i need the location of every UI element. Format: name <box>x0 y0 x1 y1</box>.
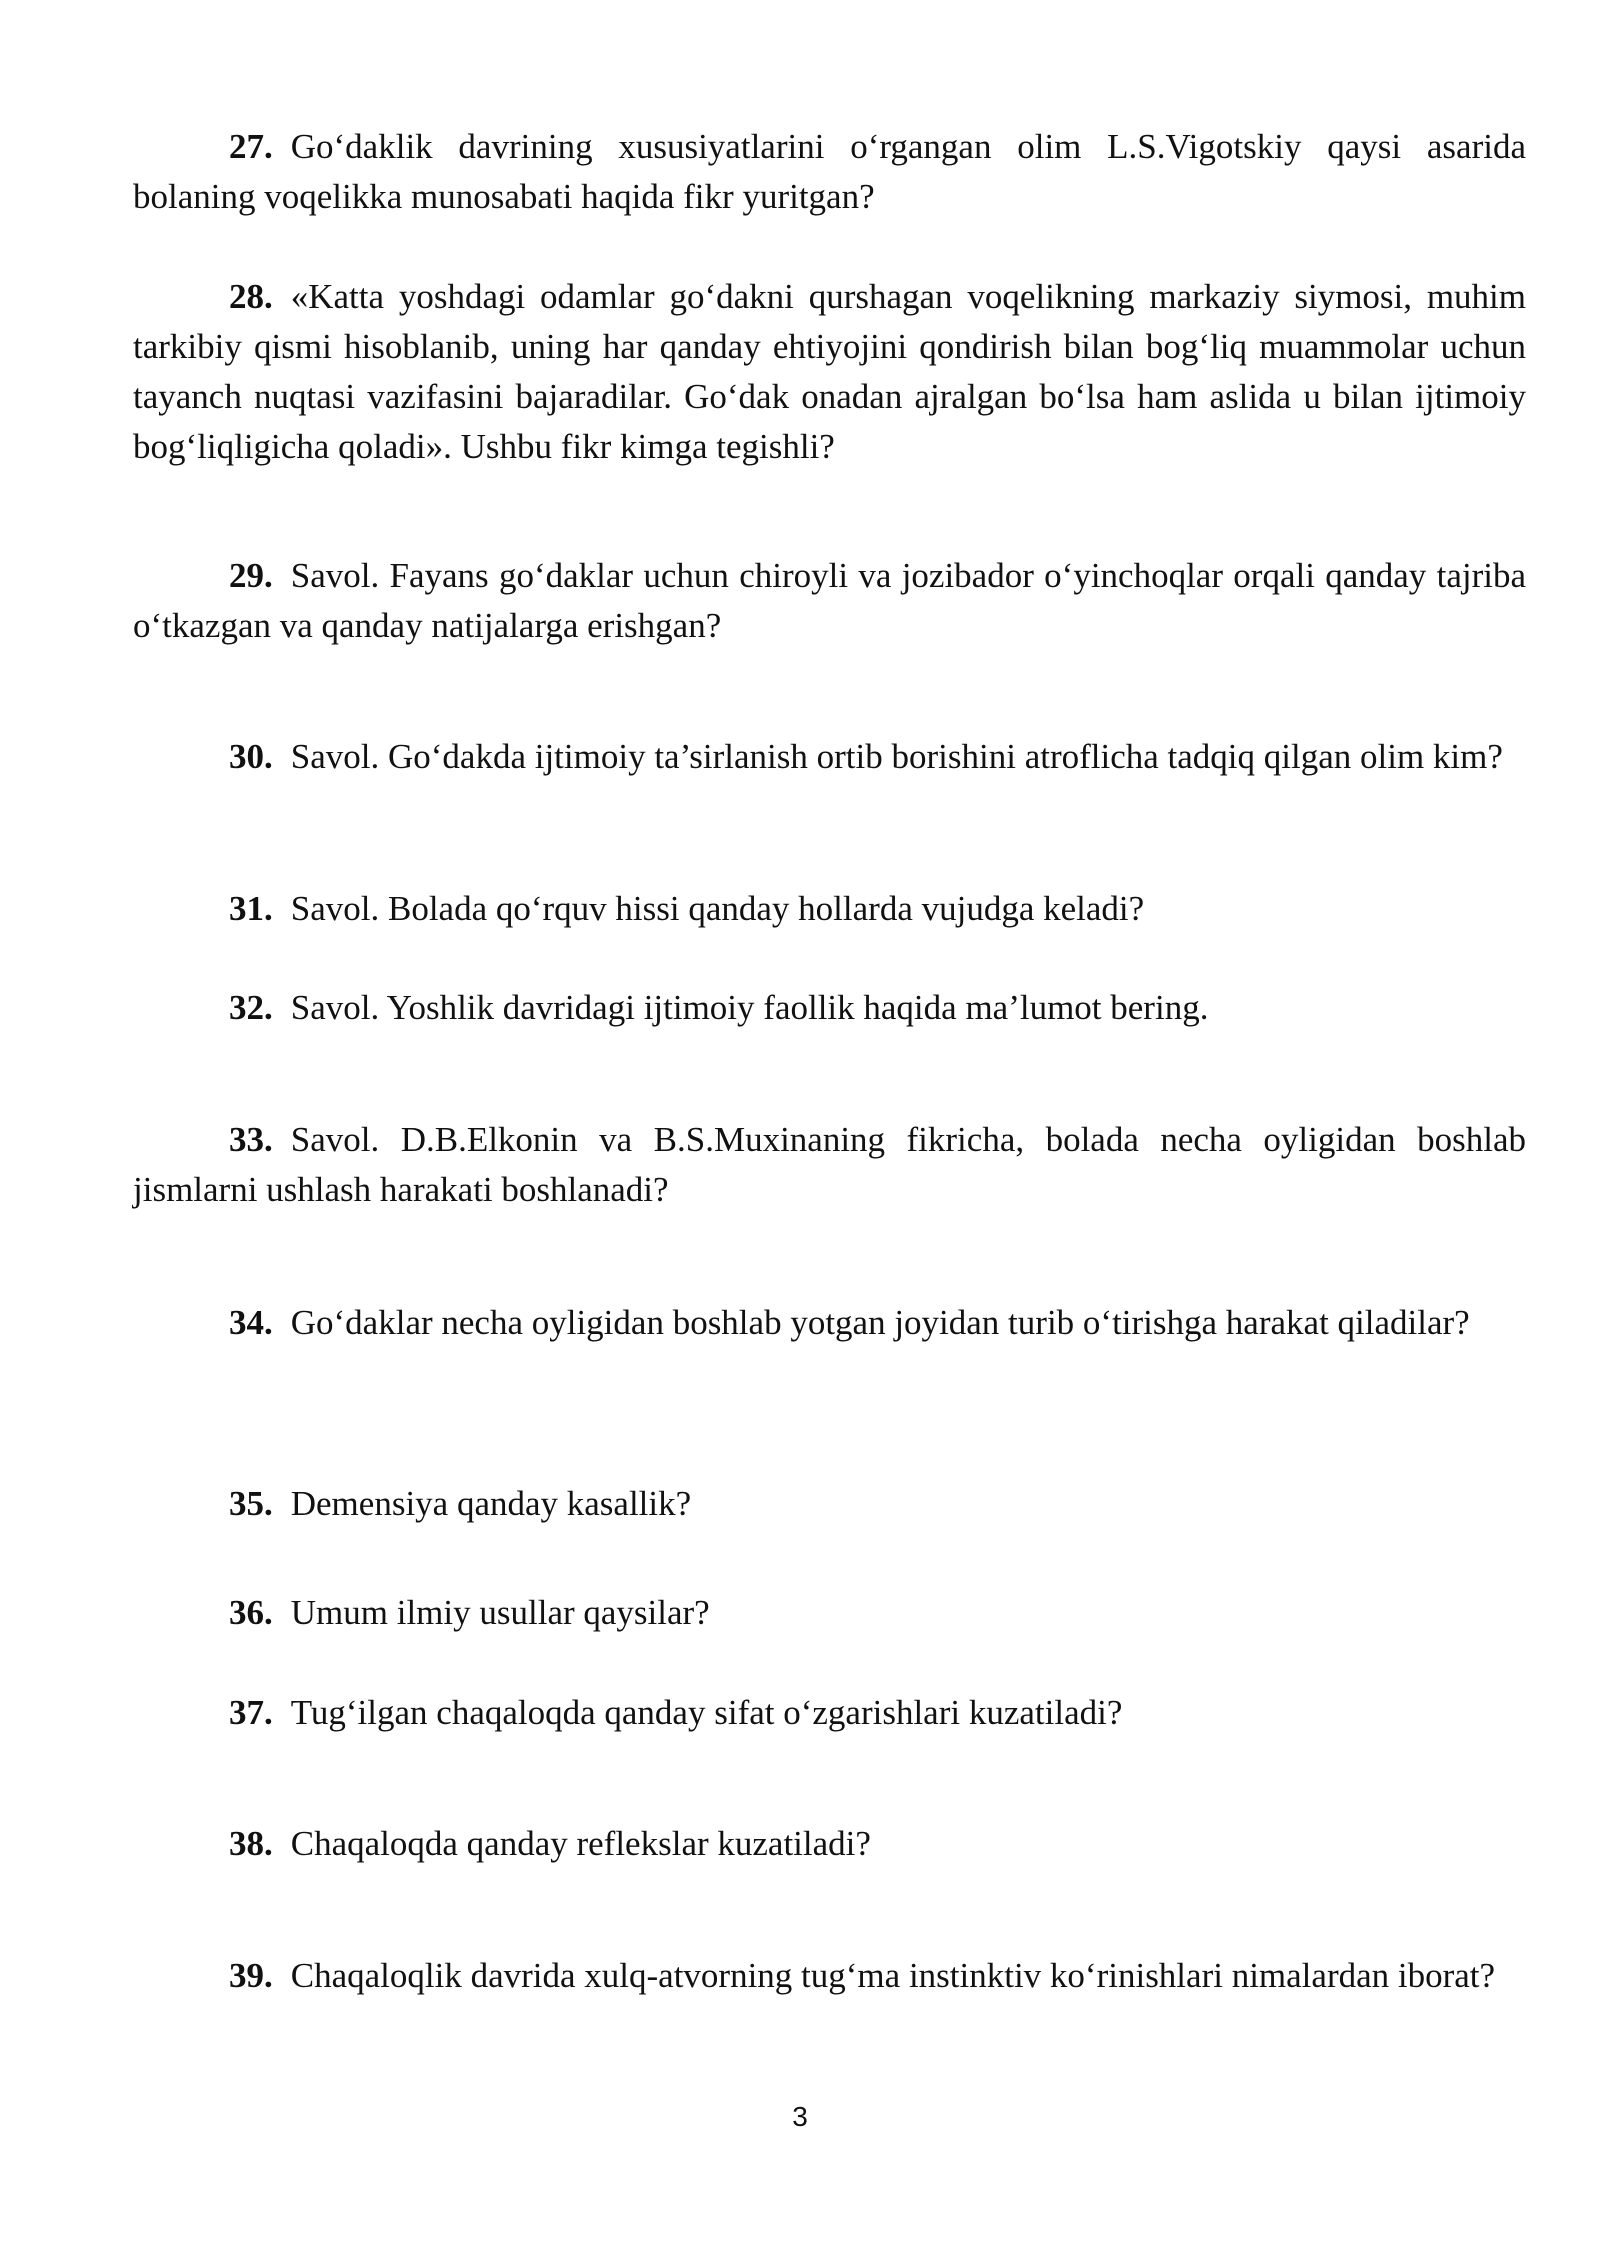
question-number: 29. <box>229 556 273 595</box>
question-number: 38. <box>229 1824 273 1863</box>
question-number: 34. <box>229 1303 273 1342</box>
question-text: «Katta yoshdagi odamlar go‘dakni qurshagan voqelikning markaziy siymosi, muhim tarkibiy qismi hisoblanib, uning har qanday ehtiyojini qondirish bilan bog‘liq muammolar uchun tayanch nuqtasi vazifasini bajaradilar. Go‘dak onadan ajralgan bo‘lsa ham aslida u bilan ijtimoiy bog‘liqligicha qoladi». Ushbu fikr kimga tegishli? <box>133 277 1526 466</box>
page-number: 3 <box>792 2101 808 2132</box>
question-text: Savol. Fayans go‘daklar uchun chiroyli va jozibador o‘yinchoqlar orqali qanday tajriba o‘tkazgan va qanday natijalarga erishgan? <box>133 556 1526 645</box>
question-number: 33. <box>229 1120 273 1159</box>
question-number: 36. <box>229 1593 273 1632</box>
question-37 <box>133 1688 1526 1738</box>
question-text: Chaqaloqda qanday reflekslar kuzatiladi? <box>290 1824 871 1863</box>
question-text: Tug‘ilgan chaqaloqda qanday sifat o‘zgarishlari kuzatiladi? <box>290 1693 1123 1732</box>
question-33 <box>133 1115 1526 1215</box>
question-38 <box>133 1819 1526 1869</box>
question-text: Go‘daklar necha oyligidan boshlab yotgan joyidan turib o‘tirishga harakat qiladilar? <box>290 1303 1470 1342</box>
question-36 <box>133 1588 1526 1638</box>
question-text: Savol. Yoshlik davridagi ijtimoiy faollik haqida ma’lumot bering. <box>290 988 1209 1027</box>
question-text: Go‘daklik davrining xususiyatlarini o‘rgangan olim L.S.Vigotskiy qaysi asarida bolaning voqelikka munosabati haqida fikr yuritgan? <box>133 127 1526 216</box>
question-31 <box>133 884 1526 934</box>
question-text: Umum ilmiy usullar qaysilar? <box>290 1593 710 1632</box>
question-number: 31. <box>229 889 273 928</box>
question-text: Demensiya qanday kasallik? <box>290 1484 692 1523</box>
question-number: 32. <box>229 988 273 1027</box>
question-number: 37. <box>229 1693 273 1732</box>
question-30 <box>133 732 1526 782</box>
question-29 <box>133 551 1526 651</box>
question-text: Chaqaloqlik davrida xulq-atvorning tug‘ma instinktiv ko‘rinishlari nimalardan iborat? <box>290 1956 1496 1995</box>
question-39 <box>133 1951 1526 2001</box>
question-28 <box>133 272 1526 472</box>
question-34 <box>133 1298 1526 1348</box>
question-text: Savol. Go‘dakda ijtimoiy ta’sirlanish ortib borishini atroflicha tadqiq qilgan olim kim? <box>290 737 1503 776</box>
question-number: 39. <box>229 1956 273 1995</box>
question-32 <box>133 983 1526 1033</box>
question-text: Savol. D.B.Elkonin va B.S.Muxinaning fikricha, bolada necha oyligidan boshlab jismlarni ushlash harakati boshlanadi? <box>133 1120 1526 1209</box>
question-27 <box>133 122 1526 222</box>
question-number: 27. <box>229 127 273 166</box>
question-35 <box>133 1479 1526 1529</box>
question-number: 30. <box>229 737 273 776</box>
question-number: 28. <box>229 277 273 316</box>
question-text: Savol. Bolada qo‘rquv hissi qanday hollarda vujudga keladi? <box>290 889 1145 928</box>
question-number: 35. <box>229 1484 273 1523</box>
